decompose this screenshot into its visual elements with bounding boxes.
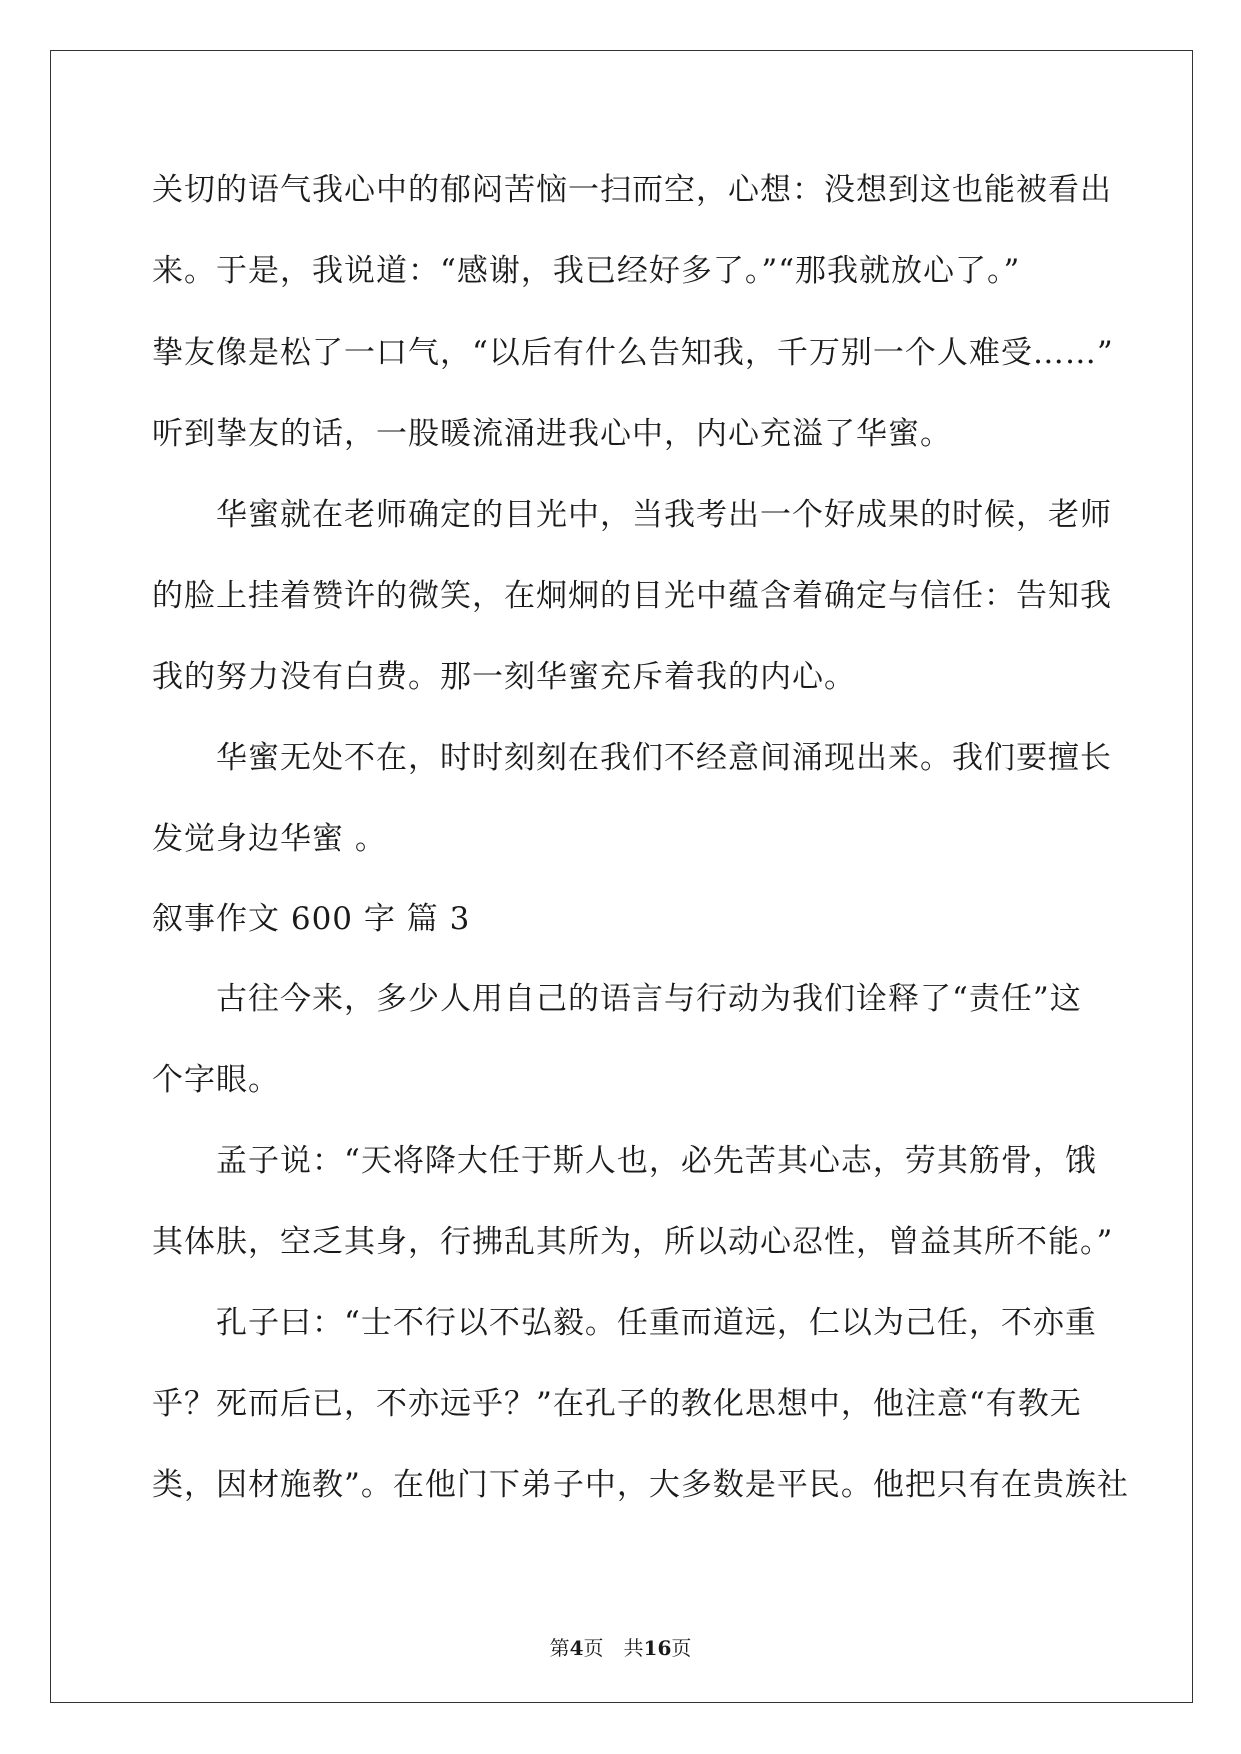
text-line: 的脸上挂着赞许的微笑，在炯炯的目光中蕴含着确定与信任：告知我 xyxy=(152,578,1112,614)
paragraph-first-line: 古往今来，多少人用自己的语言与行动为我们诠释了“责任”这 xyxy=(216,981,1082,1017)
footer-mid: 页 共 xyxy=(583,1636,644,1660)
text-line: 我的努力没有白费。那一刻华蜜充斥着我的内心。 xyxy=(152,659,856,695)
text-line: 挚友像是松了一口气，“以后有什么告知我，千万别一个人难受……” xyxy=(152,335,1114,371)
paragraph-first-line: 华蜜就在老师确定的目光中，当我考出一个好成果的时候，老师 xyxy=(216,497,1112,533)
text-line: 关切的语气我心中的郁闷苦恼一扫而空，心想：没想到这也能被看出 xyxy=(152,172,1112,208)
paragraph-first-line: 孔子曰：“士不行以不弘毅。任重而道远，仁以为己任，不亦重 xyxy=(216,1305,1097,1341)
footer-prefix: 第 xyxy=(549,1636,570,1660)
page-footer xyxy=(0,1632,1241,1661)
text-line: 听到挚友的话，一股暖流涌进我心中，内心充溢了华蜜。 xyxy=(152,416,952,452)
text-line: 类，因材施教”。在他门下弟子中，大多数是平民。他把只有在贵族社 xyxy=(152,1467,1129,1503)
total-page-number: 16 xyxy=(643,1636,672,1660)
paragraph-first-line: 孟子说：“天将降大任于斯人也，必先苦其心志，劳其筋骨，饿 xyxy=(216,1143,1097,1179)
text-line: 来。于是，我说道：“感谢，我已经好多了。”“那我就放心了。” xyxy=(152,253,1021,289)
text-line: 其体肤，空乏其身，行拂乱其所为，所以动心忍性，曾益其所不能。” xyxy=(152,1224,1114,1260)
section-heading: 叙事作文 600 字 篇 3 xyxy=(152,901,471,937)
text-line: 乎？死而后已，不亦远乎？”在孔子的教化思想中，他注意“有教无 xyxy=(152,1386,1082,1422)
paragraph-first-line: 华蜜无处不在，时时刻刻在我们不经意间涌现出来。我们要擅长 xyxy=(216,740,1112,776)
text-line: 发觉身边华蜜 。 xyxy=(152,821,387,857)
text-line: 个字眼。 xyxy=(152,1062,280,1098)
current-page-number: 4 xyxy=(569,1636,584,1660)
page-border xyxy=(50,50,1193,1703)
footer-suffix: 页 xyxy=(671,1636,692,1660)
